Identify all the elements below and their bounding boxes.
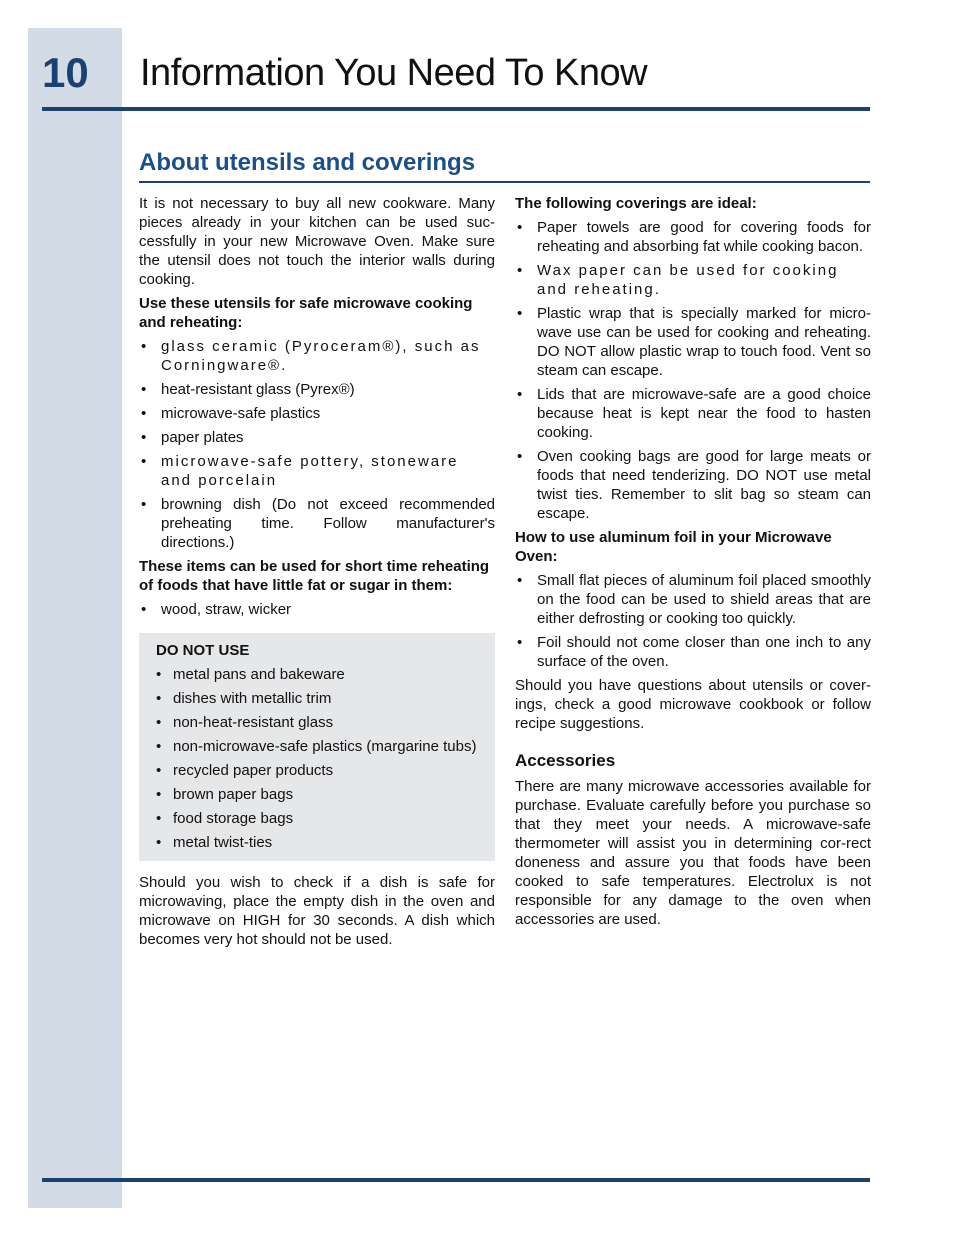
do-not-use-title: DO NOT USE (156, 642, 250, 659)
list-item: • glass ceramic (Pyroceram®), such as Corningware®. (139, 337, 495, 375)
list-item: • dishes with metallic trim (156, 689, 483, 708)
list-item: • Wax paper can be used for cooking and reheating. (515, 261, 871, 299)
questions-paragraph: Should you have questions about utensils or cover-ings, check a good microwave cookbook or follow recipe suggestions. (515, 677, 871, 732)
do-not-use-list (156, 665, 483, 852)
short-reheating-list (139, 600, 495, 619)
list-item: • Paper towels are good for covering foods for reheating and absorbing fat while cooking bacon. (515, 218, 871, 256)
coverings-list (515, 218, 871, 523)
dish-test-paragraph: Should you wish to check if a dish is safe for microwaving, place the empty dish in the oven and microwave on HIGH for 30 seconds. A dish which becomes very hot should not be used. (139, 874, 495, 948)
safe-utensils-list (139, 337, 495, 552)
list-item: • heat-resistant glass (Pyrex®) (139, 380, 495, 399)
safe-utensils-heading: Use these utensils for safe microwave cooking and reheating: (139, 295, 473, 331)
list-item: • microwave-safe plastics (139, 404, 495, 423)
left-column (139, 194, 495, 954)
page-number: 10 (42, 49, 89, 96)
page-title: Information You Need To Know (140, 52, 648, 94)
header-divider (42, 107, 870, 111)
do-not-use-box (139, 633, 495, 861)
list-item: • brown paper bags (156, 785, 483, 804)
foil-heading: How to use aluminum foil in your Microwave Oven: (515, 529, 832, 565)
side-band (28, 28, 122, 1208)
list-item: • browning dish (Do not exceed recommended preheating time. Follow manufacturer's directions.) (139, 495, 495, 552)
list-item: • recycled paper products (156, 761, 483, 780)
section-title: About utensils and coverings (139, 149, 476, 176)
list-item: • Oven cooking bags are good for large meats or foods that need tenderizing. DO NOT use metal twist ties. Remember to slit bag so steam can escape. (515, 447, 871, 523)
list-item: • paper plates (139, 428, 495, 447)
list-item: • metal twist-ties (156, 833, 483, 852)
list-item: • Plastic wrap that is specially marked for micro-wave use can be used for cooking and reheating. DO NOT allow plastic wrap to touch food. Vent so steam can escape. (515, 304, 871, 380)
list-item: • Foil should not come closer than one inch to any surface of the oven. (515, 633, 871, 671)
list-item: • Small flat pieces of aluminum foil placed smoothly on the food can be used to shield areas that are either defrosting or cooking too quickly. (515, 571, 871, 628)
list-item: • Lids that are microwave-safe are a good choice because heat is kept near the food to hasten cooking. (515, 385, 871, 442)
list-item: • non-heat-resistant glass (156, 713, 483, 732)
short-reheating-heading: These items can be used for short time reheating of foods that have little fat or sugar in them: (139, 558, 490, 594)
right-column (515, 194, 871, 934)
accessories-heading: Accessories (515, 751, 616, 770)
list-item: • wood, straw, wicker (139, 600, 495, 619)
list-item: • microwave-safe pottery, stoneware and porcelain (139, 452, 495, 490)
foil-list (515, 571, 871, 671)
intro-paragraph: It is not necessary to buy all new cookware. Many pieces already in your kitchen can be used suc-cessfully in your new Microwave Oven. Make sure the utensil does not touch the interior walls during cooking. (139, 195, 495, 288)
accessories-paragraph: There are many microwave accessories available for purchase. Evaluate carefully before you purchase so that they meet your needs. A microwave-safe thermometer will assist you in determining cor-rect doneness and assure you that foods have been cooked to safe temperatures. Electrolux is not responsible for any damage to the oven when accessories are used. (515, 778, 871, 928)
footer-divider (42, 1178, 870, 1182)
list-item: • food storage bags (156, 809, 483, 828)
coverings-heading: The following coverings are ideal: (515, 195, 757, 212)
list-item: • non-microwave-safe plastics (margarine tubs) (156, 737, 483, 756)
list-item: • metal pans and bakeware (156, 665, 483, 684)
section-divider (139, 181, 870, 183)
